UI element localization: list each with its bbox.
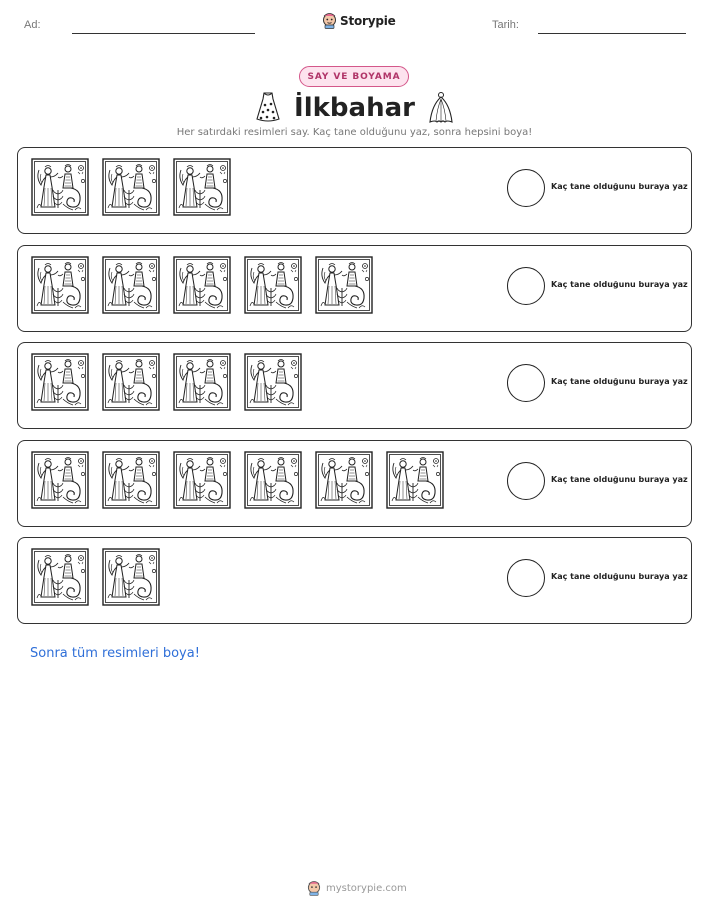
date-label: Tarih:	[492, 19, 519, 31]
spring-figures-card-icon[interactable]	[315, 256, 373, 314]
spring-figures-card-icon[interactable]	[244, 353, 302, 411]
spring-figures-card-icon[interactable]	[173, 451, 231, 509]
answer-circle[interactable]	[507, 169, 545, 207]
answer-prompt: Kaç tane olduğunu buraya yaz	[551, 377, 688, 386]
spring-figures-card-icon[interactable]	[102, 548, 160, 606]
footer	[307, 880, 407, 896]
counting-row-5	[17, 537, 692, 624]
answer-prompt: Kaç tane olduğunu buraya yaz	[551, 475, 688, 484]
counting-row-2	[17, 245, 692, 332]
activity-badge: SAY VE BOYAMA	[299, 66, 409, 87]
name-label: Ad:	[24, 19, 41, 31]
counting-row-1	[17, 147, 692, 234]
spring-figures-card-icon[interactable]	[386, 451, 444, 509]
instructions: Her satırdaki resimleri say. Kaç tane olduğunu yaz, sonra hepsini boya!	[176, 127, 533, 138]
spring-figures-card-icon[interactable]	[31, 451, 89, 509]
answer-circle[interactable]	[507, 559, 545, 597]
counting-row-4	[17, 440, 692, 527]
answer-prompt: Kaç tane olduğunu buraya yaz	[551, 182, 688, 191]
spring-figures-card-icon[interactable]	[102, 158, 160, 216]
picture-group	[31, 158, 231, 216]
final-instruction: Sonra tüm resimleri boya!	[30, 646, 200, 661]
spring-figures-card-icon[interactable]	[102, 451, 160, 509]
spring-figures-card-icon[interactable]	[102, 353, 160, 411]
footer-url[interactable]: mystorypie.com	[326, 882, 407, 894]
counting-row-3	[17, 342, 692, 429]
brand	[322, 12, 396, 29]
spring-figures-card-icon[interactable]	[31, 158, 89, 216]
name-field-line[interactable]	[72, 33, 255, 34]
date-field-line[interactable]	[538, 33, 686, 34]
spring-figures-card-icon[interactable]	[173, 256, 231, 314]
spring-figures-card-icon[interactable]	[244, 256, 302, 314]
spring-figures-card-icon[interactable]	[31, 353, 89, 411]
picture-group	[31, 353, 302, 411]
picture-group	[31, 256, 373, 314]
answer-circle[interactable]	[507, 267, 545, 305]
storypie-mascot-icon	[307, 880, 321, 896]
page-title: İlkbahar	[294, 93, 415, 123]
answer-circle[interactable]	[507, 364, 545, 402]
answer-circle[interactable]	[507, 462, 545, 500]
storypie-mascot-icon	[322, 12, 337, 29]
spring-figures-card-icon[interactable]	[244, 451, 302, 509]
spring-figures-card-icon[interactable]	[31, 548, 89, 606]
picture-group	[31, 451, 444, 509]
spring-figures-card-icon[interactable]	[315, 451, 373, 509]
picture-group	[31, 548, 160, 606]
veil-icon	[426, 90, 456, 124]
spring-figures-card-icon[interactable]	[102, 256, 160, 314]
spring-figures-card-icon[interactable]	[31, 256, 89, 314]
spring-figures-card-icon[interactable]	[173, 158, 231, 216]
answer-prompt: Kaç tane olduğunu buraya yaz	[551, 280, 688, 289]
answer-prompt: Kaç tane olduğunu buraya yaz	[551, 572, 688, 581]
spring-figures-card-icon[interactable]	[173, 353, 231, 411]
brand-name: Storypie	[340, 13, 396, 28]
